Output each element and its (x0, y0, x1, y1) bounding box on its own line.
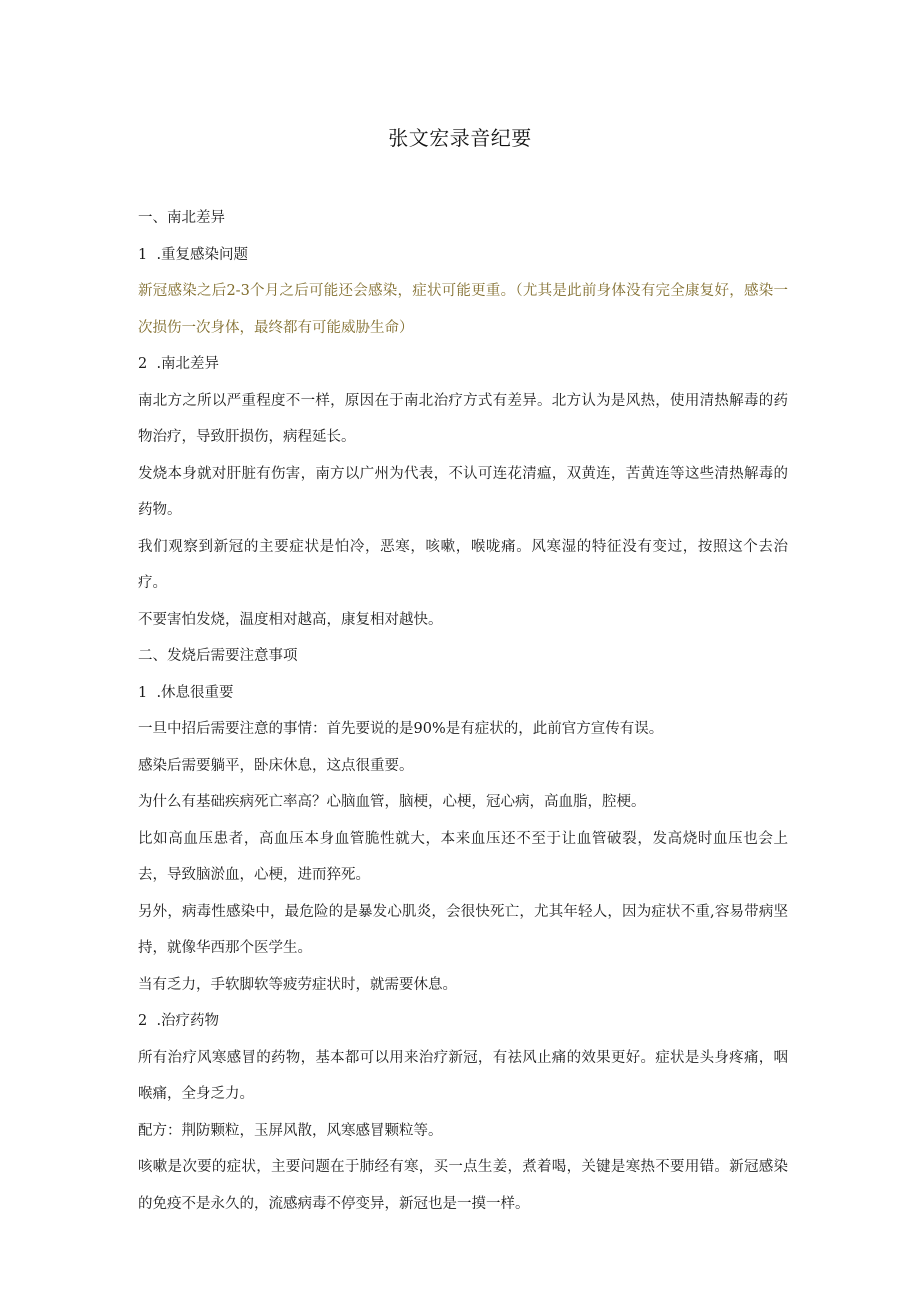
section-heading-2: 二、发烧后需要注意事项 (138, 648, 298, 664)
paragraph: 一旦中招后需要注意的事情：首先要说的是90%是有症状的，此前官方宣传有误。 (138, 721, 664, 737)
subheading-north-south: 2 .南北差异 (138, 356, 220, 372)
paragraph: 所有治疗风寒感冒的药物，基本都可以用来治疗新冠，有祛风止痛的效果更好。症状是头身疼痛，咽喉痛，全身乏力。 (138, 1049, 788, 1102)
subheading-reinfection: 1 .重复感染问题 (138, 246, 249, 263)
paragraph: 当有乏力，手软脚软等疲劳症状时，就需要休息。 (138, 976, 457, 993)
subheading-medication: 2 .治疗药物 (138, 1013, 220, 1029)
highlighted-paragraph: 新冠感染之后2-3个月之后可能还会感染，症状可能更重。（尤其是此前身体没有完全康复好，感染一次损伤一次身体，最终都有可能威胁生命） (138, 283, 788, 336)
document-title: 张文宏录音纪要 (388, 126, 532, 150)
paragraph: 配方：荆防颗粒，玉屏风散，风寒感冒颗粒等。 (138, 1122, 443, 1139)
subheading-rest: 1 .休息很重要 (138, 684, 234, 701)
paragraph: 另外，病毒性感染中，最危险的是暴发心肌炎，会很快死亡，尤其年轻人，因为症状不重,容易带病坚持，就像华西那个医学生。 (138, 903, 788, 956)
paragraph: 咳嗽是次要的症状，主要问题在于肺经有寒，买一点生姜，煮着喝，关键是寒热不要用错。新冠感染的免疫不是永久的，流感病毒不停变异，新冠也是一摸一样。 (138, 1159, 788, 1212)
paragraph: 比如高血压患者，高血压本身血管脆性就大，本来血压还不至于让血管破裂，发高烧时血压也会上去，导致脑淤血，心梗，进而猝死。 (138, 830, 788, 883)
paragraph: 南北方之所以严重程度不一样，原因在于南北治疗方式有差异。北方认为是风热，使用清热解毒的药物治疗，导致肝损伤，病程延长。 (138, 392, 788, 445)
paragraph: 发烧本身就对肝脏有伤害，南方以广州为代表，不认可连花清瘟，双黄连，苦黄连等这些清热解毒的药物。 (138, 465, 788, 518)
document-body (138, 200, 788, 1222)
section-heading-1: 一、南北差异 (138, 210, 225, 226)
paragraph: 不要害怕发烧，温度相对越高，康复相对越快。 (138, 611, 443, 628)
paragraph: 我们观察到新冠的主要症状是怕冷，恶寒，咳嗽，喉咙痛。风寒湿的特征没有变过，按照这个去治疗。 (138, 538, 788, 591)
paragraph: 感染后需要躺平，卧床休息，这点很重要。 (138, 757, 414, 774)
paragraph: 为什么有基础疾病死亡率高？心脑血管，脑梗，心梗，冠心病，高血脂，腔梗。 (138, 794, 646, 810)
